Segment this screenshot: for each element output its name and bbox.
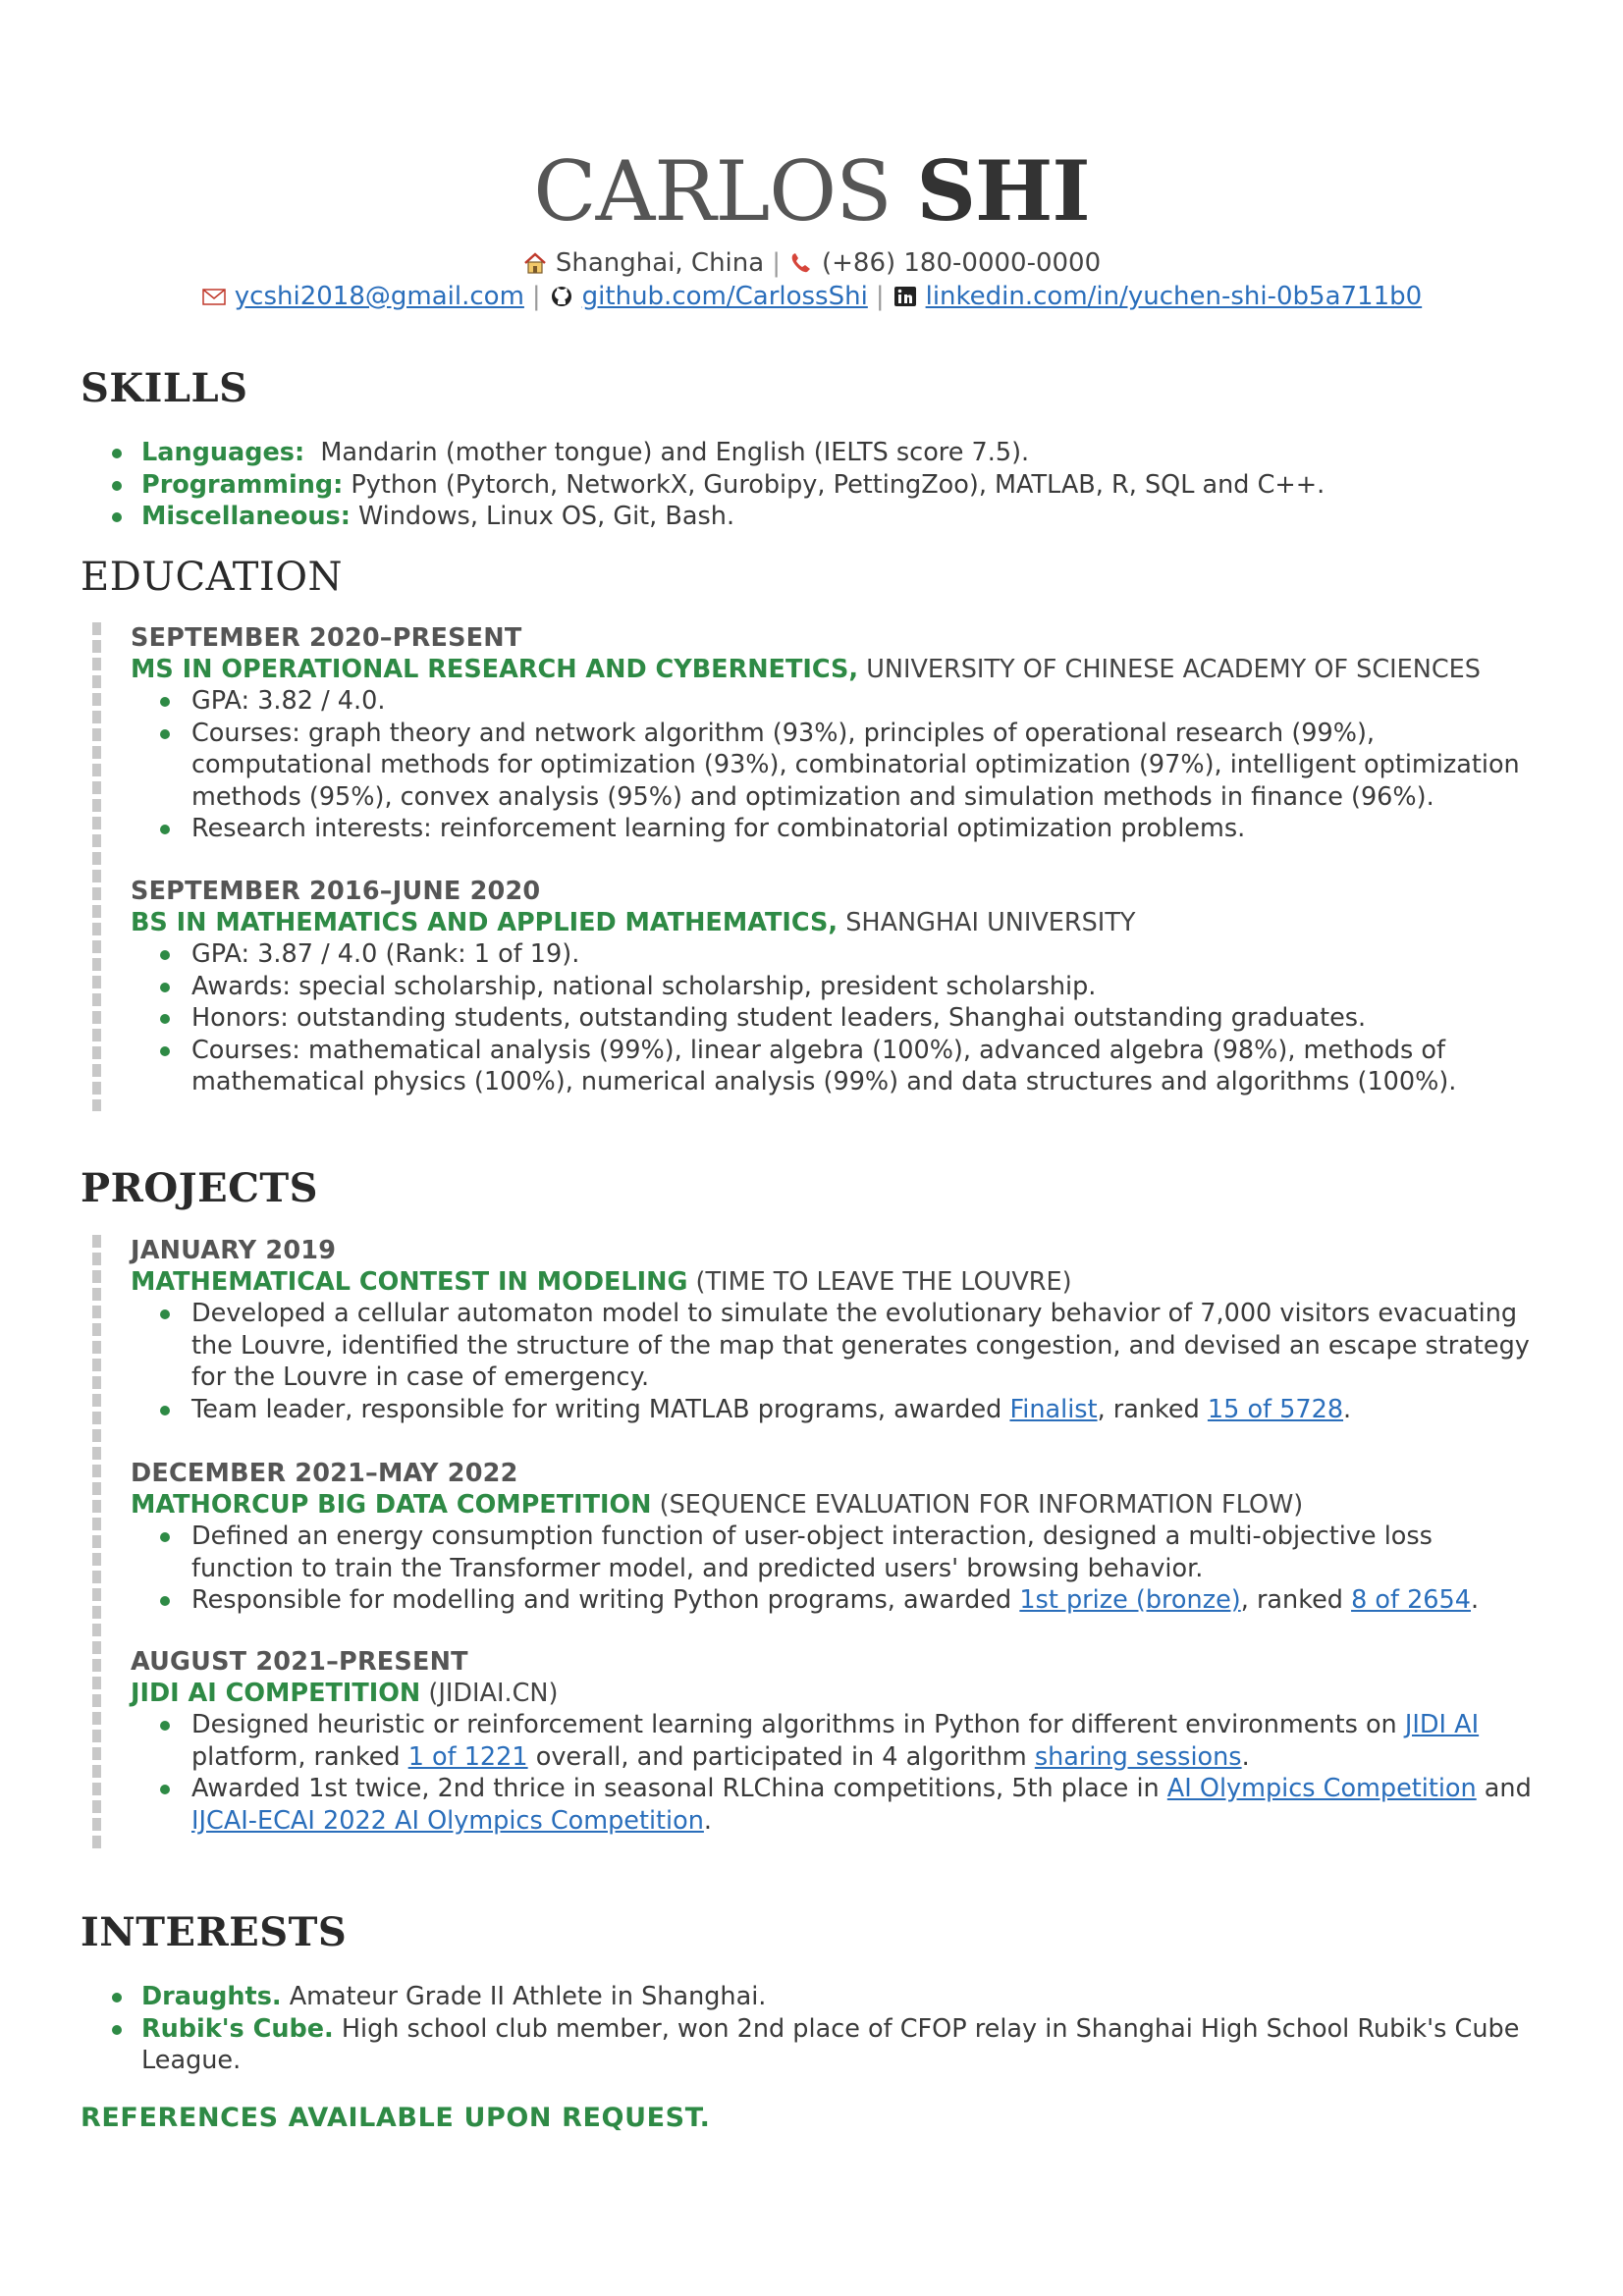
list-item: GPA: 3.87 / 4.0 (Rank: 1 of 19). xyxy=(131,938,1535,971)
entry-date: SEPTEMBER 2016–JUNE 2020 xyxy=(131,877,541,906)
interests-list xyxy=(81,1981,1534,2077)
list-item: Languages: Mandarin (mother tongue) and English (IELTS score 7.5). xyxy=(81,437,1534,469)
contact-line-1: Shanghai, China | (+86) 180-0000-0000 xyxy=(0,246,1623,280)
location-text: Shanghai, China xyxy=(555,248,765,278)
linkedin-icon xyxy=(893,285,918,308)
list-item: GPA: 3.82 / 4.0. xyxy=(131,685,1535,718)
ijcai-link[interactable]: IJCAI-ECAI 2022 AI Olympics Competition xyxy=(191,1805,704,1836)
education-heading: EDUCATION xyxy=(81,555,344,600)
project-entry-jidi xyxy=(131,1646,1535,1837)
project-entry-mathorcup xyxy=(131,1458,1535,1617)
education-entry-bs xyxy=(131,876,1535,1098)
phone-text: (+86) 180-0000-0000 xyxy=(821,248,1102,278)
list-item: Draughts. Amateur Grade II Athlete in Shanghai. xyxy=(81,1981,1534,2013)
sharing-sessions-link[interactable]: sharing sessions xyxy=(1034,1741,1242,1772)
entry-date: DECEMBER 2021–MAY 2022 xyxy=(131,1459,518,1488)
github-link[interactable]: github.com/CarlossShi xyxy=(581,282,868,311)
list-item: Defined an energy consumption function of user-object interaction, designed a multi-objective loss function to train the Transformer model, and predicted users' browsing behavior. xyxy=(131,1521,1535,1584)
rank-link[interactable]: 15 of 5728 xyxy=(1207,1394,1344,1424)
jidi-ai-link[interactable]: JIDI AI xyxy=(1404,1710,1480,1739)
entry-degree: MS IN OPERATIONAL RESEARCH AND CYBERNETICS, UNIVERSITY OF CHINESE ACADEMY OF SCIENCES xyxy=(131,655,1481,684)
email-link[interactable]: ycshi2018@gmail.com xyxy=(234,282,524,311)
last-name: SHI xyxy=(916,142,1090,240)
github-icon xyxy=(549,285,574,308)
linkedin-link[interactable]: linkedin.com/in/yuchen-shi-0b5a711b0 xyxy=(925,282,1423,311)
education-entry-ms xyxy=(131,622,1535,845)
education-rail xyxy=(92,622,101,1111)
list-item: Courses: mathematical analysis (99%), linear algebra (100%), advanced algebra (98%), methods of mathematical physics (100%), numerical analysis (99%) and data structures and algorithms (100%). xyxy=(131,1035,1535,1098)
list-item: Responsible for modelling and writing Python programs, awarded 1st prize (bronze), ranked 8 of 2654. xyxy=(131,1584,1535,1617)
list-item: Miscellaneous: Windows, Linux OS, Git, Bash. xyxy=(81,501,1534,533)
project-title: JIDI AI COMPETITION (JIDIAI.CN) xyxy=(131,1679,559,1708)
candidate-name xyxy=(0,142,1623,240)
list-item: Rubik's Cube. High school club member, won 2nd place of CFOP relay in Shanghai High School Rubik's Cube League. xyxy=(81,2013,1534,2077)
skills-heading: SKILLS xyxy=(81,365,248,411)
entry-date: JANUARY 2019 xyxy=(131,1236,337,1265)
entry-date: SEPTEMBER 2020–PRESENT xyxy=(131,623,522,653)
project-title: MATHEMATICAL CONTEST IN MODELING (TIME TO LEAVE THE LOUVRE) xyxy=(131,1267,1072,1297)
list-item: Honors: outstanding students, outstanding student leaders, Shanghai outstanding graduates. xyxy=(131,1002,1535,1035)
list-item: Research interests: reinforcement learning for combinatorial optimization problems. xyxy=(131,813,1535,845)
list-item: Awards: special scholarship, national scholarship, president scholarship. xyxy=(131,971,1535,1003)
entry-degree: BS IN MATHEMATICS AND APPLIED MATHEMATICS, SHANGHAI UNIVERSITY xyxy=(131,908,1136,937)
home-icon xyxy=(522,251,548,275)
mail-icon xyxy=(201,285,227,308)
first-name: CARLOS xyxy=(533,143,892,240)
projects-heading: PROJECTS xyxy=(81,1165,319,1211)
list-item: Developed a cellular automaton model to simulate the evolutionary behavior of 7,000 visitors evacuating the Louvre, identified the structure of the map that generates congestion, and devised an escape strategy for the Louvre in case of emergency. xyxy=(131,1298,1535,1394)
phone-icon xyxy=(788,251,814,275)
contact-line-2: ycshi2018@gmail.com | github.com/CarlossShi | linkedin.com/in/yuchen-shi-0b5a711b0 xyxy=(0,280,1623,313)
skills-list xyxy=(81,437,1534,533)
list-item: Courses: graph theory and network algorithm (93%), principles of operational research (99%), computational methods for optimization (93%), combinatorial optimization (97%), intelligent optimization methods (95%), convex analysis (95%) and optimization and simulation methods in finance (96%). xyxy=(131,718,1535,814)
resume-header xyxy=(0,142,1623,313)
finalist-link[interactable]: Finalist xyxy=(1009,1394,1098,1424)
ai-olympics-link[interactable]: AI Olympics Competition xyxy=(1166,1774,1477,1803)
projects-rail xyxy=(92,1235,101,1853)
interests-heading: INTERESTS xyxy=(81,1909,348,1955)
list-item: Team leader, responsible for writing MATLAB programs, awarded Finalist, ranked 15 of 5728. xyxy=(131,1394,1535,1426)
rank-link[interactable]: 1 of 1221 xyxy=(407,1741,528,1772)
list-item: Designed heuristic or reinforcement learning algorithms in Python for different environments on JIDI AI platform, ranked 1 of 1221 overall, and participated in 4 algorithm sharing sessions. xyxy=(131,1709,1535,1773)
list-item: Programming: Python (Pytorch, NetworkX, Gurobipy, PettingZoo), MATLAB, R, SQL and C++. xyxy=(81,469,1534,502)
project-title: MATHORCUP BIG DATA COMPETITION (SEQUENCE EVALUATION FOR INFORMATION FLOW) xyxy=(131,1490,1304,1520)
prize-link[interactable]: 1st prize (bronze) xyxy=(1019,1585,1241,1615)
list-item: Awarded 1st twice, 2nd thrice in seasonal RLChina competitions, 5th place in AI Olympics Competition and IJCAI-ECAI 2022 AI Olympics Competition. xyxy=(131,1773,1535,1837)
rank-link[interactable]: 8 of 2654 xyxy=(1351,1585,1471,1615)
entry-date: AUGUST 2021–PRESENT xyxy=(131,1647,468,1677)
references-note: REFERENCES AVAILABLE UPON REQUEST. xyxy=(81,2103,711,2133)
project-entry-mcm xyxy=(131,1235,1535,1425)
